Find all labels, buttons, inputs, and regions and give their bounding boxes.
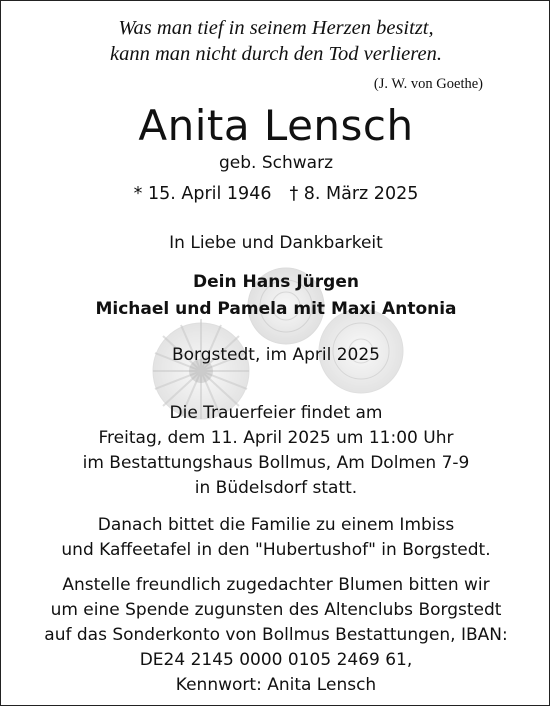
- reception-line: Danach bittet die Familie zu einem Imbiss: [97, 515, 455, 535]
- funeral-service-info: [1, 401, 550, 501]
- mourner-line: Michael und Pamela mit Maxi Antonia: [95, 299, 457, 319]
- reception-info: [1, 513, 550, 563]
- maiden-name: geb. Schwarz: [219, 153, 333, 173]
- donation-line: um eine Spende zugunsten des Altenclubs Borgstedt: [50, 600, 502, 620]
- life-dates: [1, 184, 550, 204]
- memorial-quote: [1, 15, 550, 67]
- place-date: Borgstedt, im April 2025: [171, 345, 380, 365]
- reception-line: und Kaffeetafel in den "Hubertushof" in Borgstedt.: [61, 540, 491, 560]
- mourners-intro: In Liebe und Dankbarkeit: [169, 233, 383, 253]
- mourners-list: [1, 269, 550, 323]
- quote-attribution: (J. W. von Goethe): [373, 76, 483, 92]
- donation-info: [1, 573, 550, 698]
- mourner-line: Dein Hans Jürgen: [193, 272, 359, 292]
- donation-line: Kennwort: Anita Lensch: [175, 675, 377, 695]
- birth-date: * 15. April 1946: [133, 184, 272, 204]
- quote-line: kann man nicht durch den Tod verlieren.: [110, 43, 442, 65]
- service-line: Die Trauerfeier findet am: [169, 403, 383, 423]
- donation-line: Anstelle freundlich zugedachter Blumen bitten wir: [62, 575, 490, 595]
- donation-line: auf das Sonderkonto von Bollmus Bestattungen, IBAN:: [44, 625, 508, 645]
- quote-line: Was man tief in seinem Herzen besitzt,: [118, 17, 434, 39]
- deceased-name: Anita Lensch: [138, 101, 414, 150]
- death-date: † 8. März 2025: [289, 184, 419, 204]
- service-line: in Büdelsdorf statt.: [194, 478, 358, 498]
- service-line: Freitag, dem 11. April 2025 um 11:00 Uhr: [98, 428, 454, 448]
- service-line: im Bestattungshaus Bollmus, Am Dolmen 7-9: [82, 453, 470, 473]
- donation-line: DE24 2145 0000 0105 2469 61,: [139, 650, 413, 670]
